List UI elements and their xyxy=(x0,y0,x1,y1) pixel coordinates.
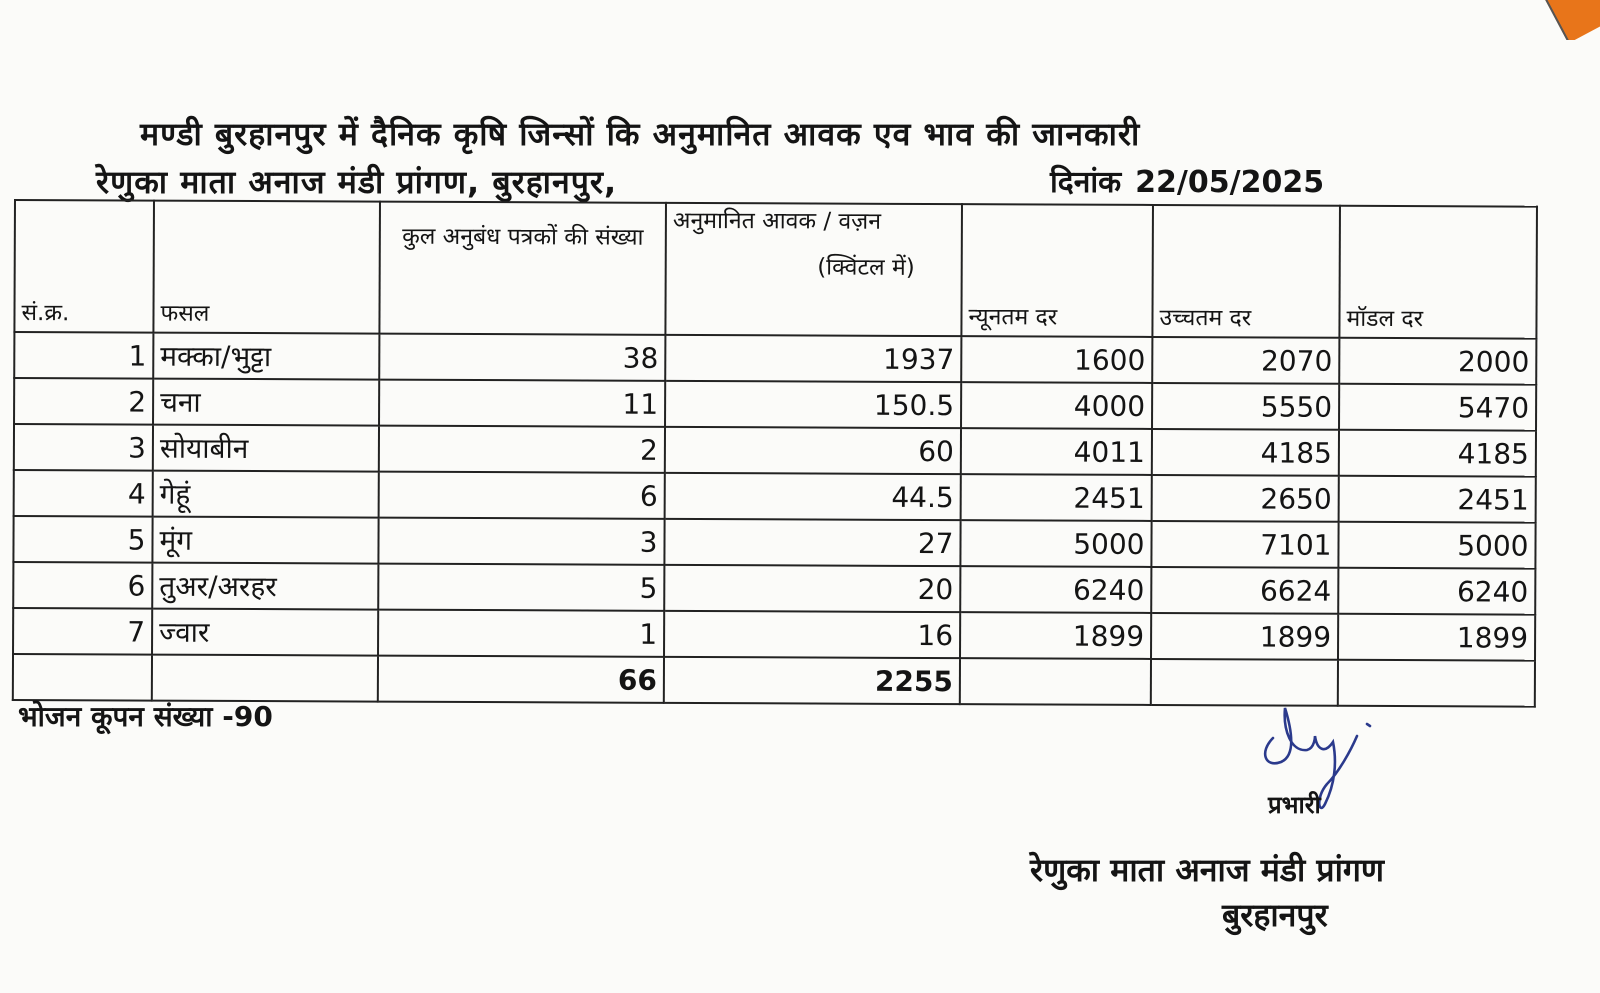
row-crop: चना xyxy=(153,379,379,426)
total-empty-max xyxy=(1151,659,1338,706)
row-contracts: 5 xyxy=(378,564,664,611)
row-serial: 5 xyxy=(13,516,152,563)
row-arrival: 27 xyxy=(664,519,960,566)
row-contracts: 6 xyxy=(379,472,665,519)
row-max-rate: 2650 xyxy=(1152,475,1339,522)
row-contracts: 1 xyxy=(378,610,664,657)
paper-corner-fold xyxy=(1540,0,1600,40)
header-min-rate: न्यूनतम दर xyxy=(961,204,1153,337)
table-row xyxy=(14,470,1536,523)
meal-coupon-count: भोजन कूपन संख्या -90 xyxy=(18,700,273,733)
row-min-rate: 2451 xyxy=(961,474,1152,521)
row-serial: 7 xyxy=(13,608,152,655)
mandi-rates-table xyxy=(12,199,1538,708)
row-crop: मूंग xyxy=(152,517,378,564)
row-arrival: 60 xyxy=(665,427,961,474)
header-modal-rate: मॉडल दर xyxy=(1339,206,1537,339)
header-serial: सं.क्र. xyxy=(14,200,154,333)
row-min-rate: 1600 xyxy=(961,336,1152,383)
row-arrival: 1937 xyxy=(665,335,961,382)
table-row xyxy=(14,378,1536,431)
table-row xyxy=(13,562,1535,615)
row-min-rate: 6240 xyxy=(960,566,1151,613)
row-min-rate: 4011 xyxy=(961,428,1152,475)
row-modal-rate: 1899 xyxy=(1338,614,1535,661)
row-min-rate: 5000 xyxy=(960,520,1151,567)
date-value: 22/05/2025 xyxy=(1135,165,1325,200)
document-subtitle: रेणुका माता अनाज मंडी प्रांगण, बुरहानपुर, xyxy=(96,163,618,201)
total-contracts: 66 xyxy=(378,656,664,703)
table-row xyxy=(13,516,1535,569)
row-arrival: 150.5 xyxy=(665,381,961,428)
date-label: दिनांक xyxy=(1050,165,1122,200)
total-arrival: 2255 xyxy=(664,657,960,704)
row-contracts: 2 xyxy=(379,426,665,473)
table-header-row xyxy=(14,200,1537,339)
row-serial: 3 xyxy=(14,424,153,471)
row-serial: 4 xyxy=(14,470,153,517)
table-row xyxy=(13,608,1535,661)
table-row xyxy=(14,424,1536,477)
row-max-rate: 7101 xyxy=(1151,521,1338,568)
total-empty-crop xyxy=(152,655,378,702)
row-crop: तुअर/अरहर xyxy=(152,563,378,610)
total-empty-min xyxy=(960,658,1151,705)
row-max-rate: 5550 xyxy=(1152,383,1339,430)
row-contracts: 3 xyxy=(378,518,664,565)
row-crop: मक्का/भुट्टा xyxy=(153,333,379,380)
header-crop: फसल xyxy=(153,201,380,334)
row-max-rate: 2070 xyxy=(1152,337,1339,384)
row-max-rate: 6624 xyxy=(1151,567,1338,614)
header-arrival-unit: (क्विंटल में) xyxy=(817,254,915,281)
row-modal-rate: 6240 xyxy=(1338,568,1535,615)
document-title: मण्डी बुरहानपुर में दैनिक कृषि जिन्सों कि अनुमानित आवक एव भाव की जानकारी xyxy=(140,115,1141,153)
header-max-rate: उच्चतम दर xyxy=(1152,205,1340,338)
row-crop: ज्वार xyxy=(152,609,378,656)
row-contracts: 11 xyxy=(379,380,665,427)
row-crop: सोयाबीन xyxy=(153,425,379,472)
row-modal-rate: 5470 xyxy=(1339,384,1536,431)
row-serial: 1 xyxy=(14,332,153,379)
row-max-rate: 4185 xyxy=(1152,429,1339,476)
row-min-rate: 1899 xyxy=(960,612,1151,659)
incharge-label: प्रभारी xyxy=(1268,791,1321,819)
row-crop: गेहूं xyxy=(153,471,379,518)
header-arrival-label: अनुमानित आवक / वज़न xyxy=(672,207,882,235)
row-modal-rate: 5000 xyxy=(1338,522,1535,569)
row-arrival: 20 xyxy=(664,565,960,612)
total-empty-serial xyxy=(13,654,152,701)
header-arrival xyxy=(665,203,962,336)
row-modal-rate: 2000 xyxy=(1339,338,1536,385)
row-arrival: 44.5 xyxy=(665,473,961,520)
office-name-line1: रेणुका माता अनाज मंडी प्रांगण xyxy=(1030,851,1385,889)
row-contracts: 38 xyxy=(379,334,665,381)
row-serial: 2 xyxy=(14,378,153,425)
header-contracts: कुल अनुबंध पत्रकों की संख्या xyxy=(379,202,666,335)
office-name-line2: बुरहानपुर xyxy=(1222,896,1328,934)
document-date xyxy=(1050,160,1324,201)
row-serial: 6 xyxy=(13,562,152,609)
table-row xyxy=(14,332,1536,385)
row-min-rate: 4000 xyxy=(961,382,1152,429)
row-max-rate: 1899 xyxy=(1151,613,1338,660)
row-modal-rate: 4185 xyxy=(1339,430,1536,477)
row-arrival: 16 xyxy=(664,611,960,658)
row-modal-rate: 2451 xyxy=(1339,476,1536,523)
